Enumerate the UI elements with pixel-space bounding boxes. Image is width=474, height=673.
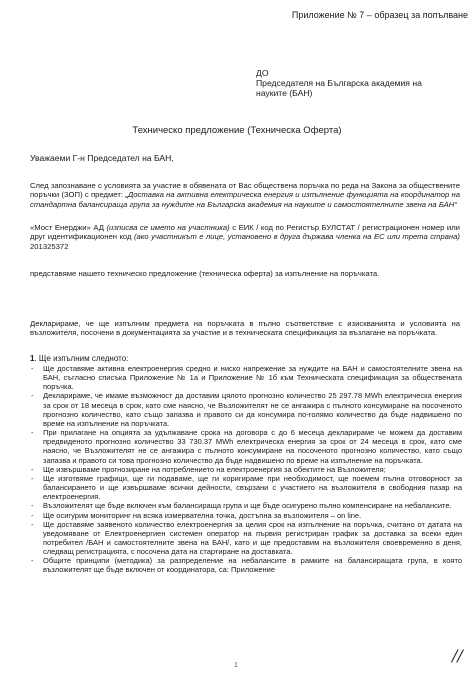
dash-bullet-icon: -	[31, 391, 34, 401]
list-item	[30, 556, 462, 574]
addressee-to: ДО	[256, 68, 269, 78]
annex-note: Приложение № 7 – образец за попълване	[291, 10, 468, 20]
page-number: 1	[234, 662, 238, 669]
list-item-text: Декларираме, че имаме възможност да доставим цялото прогнозно количество 25 297.78 MWh електрическа енергия за срок от 18 месеца в срок, като сме наясно, че Възложителят не се ангажира с пълното консумиране на посоченото прогнозно количество, като също запазва и правото си да консумира по-голямо количество да бъде надвишено по време на изпълнение на поръчката.	[43, 391, 462, 428]
list-item-text: При прилагане на опцията за удължаване срока на договора с до 6 месеца декларираме че можем да доставим предвиденото прогнозно количество 33 730.37 MWh електрическа енергия за срок от 24 месеца в срок, като сме наясно, че Възложителят не се ангажира с пълното консумиране на посоченото прогнозно количество, като също запазва и правото си това прогнозно количество да бъде надвишено по време на изпълнение на поръчката.	[43, 428, 462, 465]
list-item	[30, 511, 462, 520]
offer-paragraph: представяме нашето техническо предложение (техническа оферта) за изпълнение на поръчката.	[30, 269, 380, 278]
dash-bullet-icon: -	[31, 428, 34, 438]
document-title: Техническо предложение (Техническа Оферта)	[132, 125, 342, 136]
addressee-line-1: Председателя на Българска академия на	[256, 78, 422, 88]
list-item	[30, 520, 462, 557]
list-item-text: Ще доставяме заявеното количество електроенергия за целия срок на изпълнение на поръчка, считано от датата на уведомяване от Електроенергиен системен оператор на първия регистриран график за доставка за всеки един потребител /БАН и самостоятелните звена на БАН/, като и ще предоставим на възложителя своевременно в деня, следващ регистрацията, с посочена дата на стартиране на доставката.	[43, 519, 462, 557]
dash-bullet-icon: -	[31, 519, 34, 529]
list-item-text: Възложителят ще бъде включен към балансираща група и ще бъде осигурено пълно компенсиране на небалансите.	[43, 501, 452, 511]
commitments-number: 1	[30, 354, 35, 363]
participant-paragraph	[30, 223, 460, 251]
participant-id-text: с ЕИК / код по Регистър БУЛСТАТ / регистрационен номер или друг идентификационен код	[30, 223, 460, 242]
list-item	[30, 465, 462, 474]
list-item	[30, 364, 462, 391]
list-item	[30, 428, 462, 465]
list-item-text: Ще изготвяме графици, ще ги подаваме, ще ги коригираме при необходимост, ще поемем пълна отговорност за балансирането и ще извършваме всички дейности, свързани с участието на възложителя в свободния пазар на електроенергия.	[43, 473, 462, 502]
participant-name: «Мост Енерджи» АД	[30, 223, 107, 232]
participant-name-note: (изписва се името на участника)	[106, 223, 230, 232]
participant-id-note: (ако участникът е лице, установено в друга държава членка на ЕС или трета страна)	[133, 232, 460, 242]
list-item-text: Ще осигурим мониторинг на всяка измервателна точка, достъпна за възложителя – on line.	[43, 510, 362, 520]
salutation: Уважаеми Г-н Председател на БАН,	[30, 153, 174, 163]
dash-bullet-icon: -	[31, 464, 34, 474]
declaration-paragraph: Декларираме, че ще изпълним предмета на поръчката в пълно съответствие с изискванията и условията на възложителя, посочени в документацията за участие и в техническата спецификация за възлагане на поръчката.	[30, 319, 460, 338]
dash-bullet-icon: -	[31, 473, 34, 483]
list-item-text: Ще доставяме активна електроенергия средно и ниско напрежение за нуждите на БАН и самостоятелните звена на БАН, съгласно списъка Приложение № 1а и Приложение № 1б към Техническата спецификация за обществената поръчка.	[43, 364, 462, 392]
addressee-block	[256, 68, 466, 98]
intro-paragraph	[30, 181, 460, 209]
handwritten-initials: //	[452, 646, 463, 665]
list-item-text: Общите принципи (методика) за разпределение на небалансите в рамките на балансиращата група, в която възложителят ще бъде включен от координатора, са: Приложение	[43, 556, 462, 575]
procurement-subject: „Доставка на активна електрическа енергия и изпълнение функцията на координатор на стандартна балансираща група за нуждите на Българска академия на науките и самостоятелните звена на БАН“	[30, 190, 461, 209]
list-item	[30, 501, 462, 510]
participant-id-number: 201325372	[30, 241, 69, 251]
list-item	[30, 474, 462, 501]
dash-bullet-icon: -	[31, 364, 34, 373]
list-item-text: Ще извършваме прогнозиране на потреблението на електроенергия за обектите на Възложителя;	[43, 464, 386, 474]
intro-text: След запознаване с условията за участие в обявената от Вас обществена поръчка по реда на Закона за обществените поръчки (ЗОП) с предмет:	[30, 181, 460, 200]
dash-bullet-icon: -	[31, 556, 34, 566]
dash-bullet-icon: -	[31, 501, 34, 511]
addressee-line-2: науките (БАН)	[256, 88, 313, 98]
commitments-heading	[30, 354, 128, 364]
commitments-list	[30, 364, 462, 575]
list-item	[30, 391, 462, 428]
dash-bullet-icon: -	[31, 510, 34, 520]
commitments-heading-text: . Ще изпълним следното:	[34, 354, 129, 363]
